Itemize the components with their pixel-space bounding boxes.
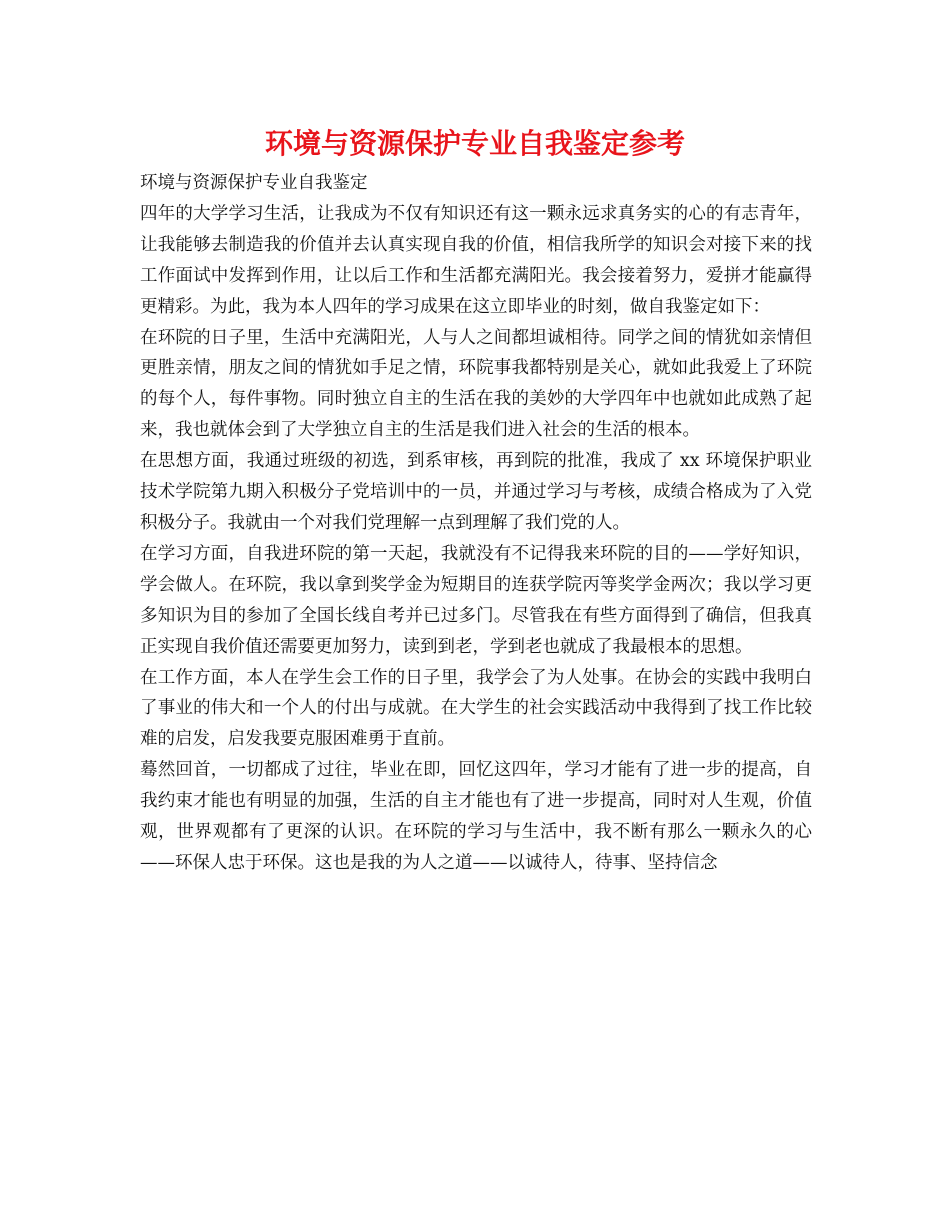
- paragraph-reflection: 蓦然回首，一切都成了过往，毕业在即，回忆这四年，学习才能有了进一步的提高，自我约束才能也有明显的加强，生活的自主才能也有了进一步提高，同时对人生观，价值观，世界观都有了更深的认识。在环院的学习与生活中，我不断有那么一颗永久的心——环保人忠于环保。这也是我的为人之道——以诚待人，待事、坚持信念: [140, 760, 812, 873]
- paragraph-intro: 四年的大学学习生活，让我成为不仅有知识还有这一颗永远求真务实的心的有志青年，让我能够去制造我的价值并去认真实现自我的价值，相信我所学的知识会对接下来的找工作面试中发挥到作用，让以后工作和生活都充满阳光。我会接着努力，爱拼才能赢得更精彩。为此，我为本人四年的学习成果在这立即毕业的时刻，做自我鉴定如下：: [140, 203, 812, 317]
- paragraph-campus-life: 在环院的日子里，生活中充满阳光，人与人之间都坦诚相待。同学之间的情犹如亲情但更胜亲情，朋友之间的情犹如手足之情，环院事我都特别是关心，就如此我爱上了环院的每个人，每件事物。同时独立自主的生活在我的美妙的大学四年中也就如此成熟了起来，我也就体会到了大学独立自主的生活是我们进入社会的生活的根本。: [140, 327, 812, 441]
- paragraph-work: 在工作方面，本人在学生会工作的日子里，我学会了为人处事。在协会的实践中我明白了事业的伟大和一个人的付出与成就。在大学生的社会实践活动中我得到了找工作比较难的启发，启发我要克服困难勇于直前。: [140, 667, 812, 750]
- document-body: [140, 168, 812, 879]
- document-title: 环境与资源保护专业自我鉴定参考: [264, 127, 685, 160]
- paragraph-study: 在学习方面，自我进环院的第一天起，我就没有不记得我来环院的目的——学好知识，学会做人。在环院，我以拿到奖学金为短期目的连获学院丙等奖学金两次；我以学习更多知识为目的参加了全国长线自考并已过多门。尽管我在有些方面得到了确信，但我真正实现自我价值还需要更加努力，读到到老，学到老也就成了我最根本的思想。: [140, 543, 812, 657]
- document-subtitle: 环境与资源保护专业自我鉴定: [140, 173, 368, 193]
- paragraph-ideology: 在思想方面，我通过班级的初选，到系审核，再到院的批准，我成了 xx 环境保护职业技术学院第九期入积极分子党培训中的一员，并通过学习与考核，成绩合格成为了入党积极分子。我就由一个对我们党理解一点到理解了我们党的人。: [140, 451, 812, 533]
